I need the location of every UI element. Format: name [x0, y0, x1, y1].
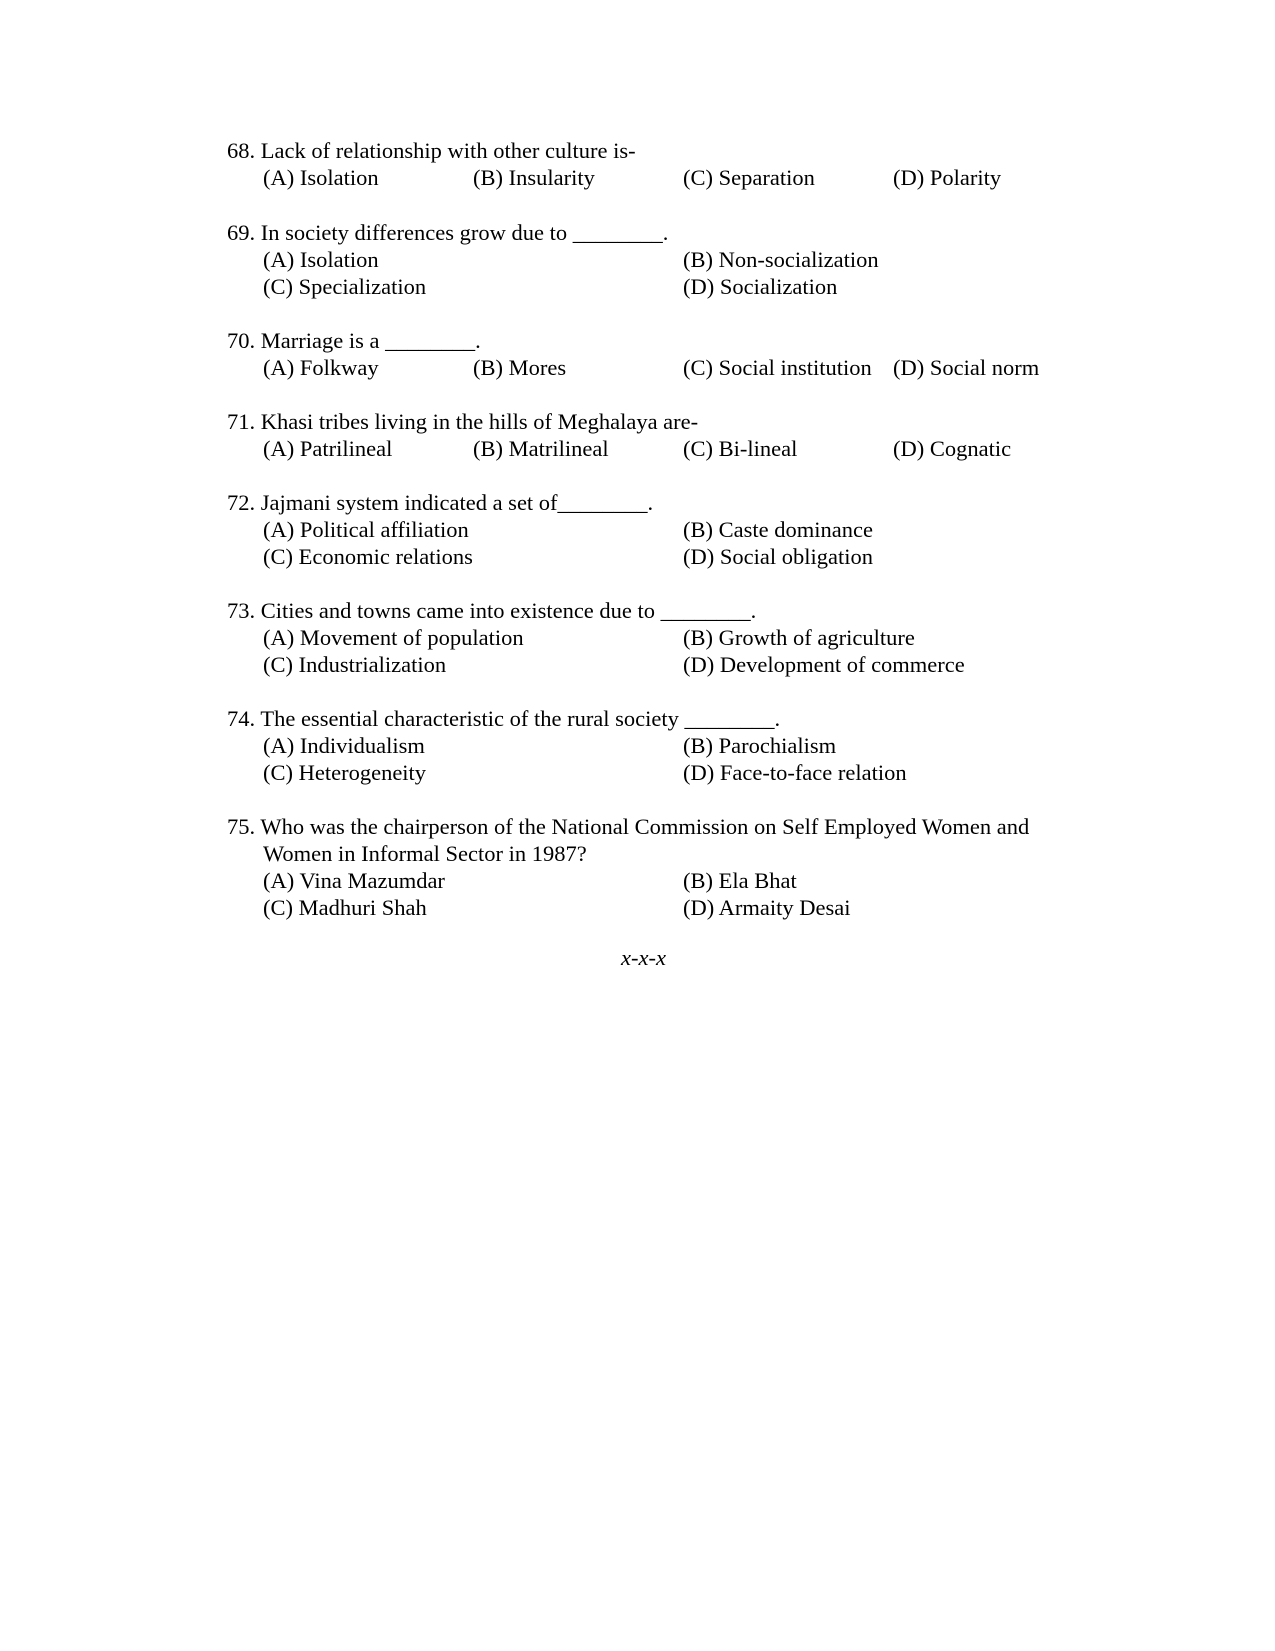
option-c: (C) Specialization: [263, 274, 427, 299]
question-number: 71.: [227, 409, 256, 434]
option-b: (B) Parochialism: [683, 733, 837, 758]
options-row: [227, 354, 1077, 381]
question-text: Who was the chairperson of the National Commission on Self Employed Women and: [260, 814, 1030, 839]
end-mark-text: x-x-x: [621, 945, 666, 970]
option-b: (B) Insularity: [473, 165, 595, 190]
question-number: 68.: [227, 138, 256, 163]
option-c: (C) Madhuri Shah: [263, 895, 427, 920]
question-71: [227, 408, 1077, 462]
option-c: (C) Bi-lineal: [683, 436, 798, 461]
question-text: Lack of relationship with other culture is-: [260, 138, 636, 163]
question-text: Cities and towns came into existence due to ________.: [260, 598, 757, 623]
question-text: Marriage is a ________.: [260, 328, 481, 353]
question-73: [227, 597, 1077, 678]
option-a: (A) Movement of population: [263, 625, 524, 650]
options-row: [227, 435, 1077, 462]
question-number: 69.: [227, 220, 256, 245]
option-a: (A) Isolation: [263, 247, 379, 272]
option-c: (C) Social institution: [683, 355, 872, 380]
option-a: (A) Isolation: [263, 165, 379, 190]
question-number: 74.: [227, 706, 256, 731]
option-d: (D) Face-to-face relation: [683, 760, 907, 785]
question-68: [227, 137, 1077, 191]
end-of-paper-mark: [0, 944, 1275, 971]
option-c: (C) Industrialization: [263, 652, 447, 677]
question-text: Khasi tribes living in the hills of Meghalaya are-: [260, 409, 699, 434]
options-row: [227, 651, 1077, 678]
option-d: (D) Polarity: [893, 165, 1002, 190]
options-row: [227, 246, 1077, 273]
options-row: [227, 543, 1077, 570]
option-d: (D) Social norm: [893, 355, 1040, 380]
question-text-continued: Women in Informal Sector in 1987?: [263, 841, 587, 866]
options-row: [227, 867, 1077, 894]
option-b: (B) Matrilineal: [473, 436, 609, 461]
options-row: [227, 164, 1077, 191]
question-text: The essential characteristic of the rural society ________.: [260, 706, 781, 731]
options-row: [227, 624, 1077, 651]
question-72: [227, 489, 1077, 570]
option-a: (A) Folkway: [263, 355, 379, 380]
option-c: (C) Economic relations: [263, 544, 473, 569]
question-69: [227, 219, 1077, 300]
options-row: [227, 732, 1077, 759]
question-70: [227, 327, 1077, 381]
option-d: (D) Development of commerce: [683, 652, 965, 677]
question-74: [227, 705, 1077, 786]
option-d: (D) Socialization: [683, 274, 838, 299]
option-b: (B) Caste dominance: [683, 517, 873, 542]
option-b: (B) Non-socialization: [683, 247, 879, 272]
question-number: 75.: [227, 814, 256, 839]
option-d: (D) Social obligation: [683, 544, 873, 569]
question-75: [227, 813, 1077, 921]
option-b: (B) Ela Bhat: [683, 868, 797, 893]
option-c: (C) Separation: [683, 165, 815, 190]
question-number: 73.: [227, 598, 256, 623]
option-a: (A) Political affiliation: [263, 517, 469, 542]
option-c: (C) Heterogeneity: [263, 760, 427, 785]
options-row: [227, 273, 1077, 300]
question-number: 72.: [227, 490, 256, 515]
option-a: (A) Individualism: [263, 733, 425, 758]
options-row: [227, 516, 1077, 543]
option-b: (B) Mores: [473, 355, 567, 380]
question-text: Jajmani system indicated a set of________.: [260, 490, 654, 515]
options-row: [227, 759, 1077, 786]
option-d: (D) Cognatic: [893, 436, 1012, 461]
option-d: (D) Armaity Desai: [683, 895, 851, 920]
options-row: [227, 894, 1077, 921]
option-a: (A) Vina Mazumdar: [263, 868, 445, 893]
question-text: In society differences grow due to ________.: [260, 220, 669, 245]
option-a: (A) Patrilineal: [263, 436, 393, 461]
question-number: 70.: [227, 328, 256, 353]
option-b: (B) Growth of agriculture: [683, 625, 915, 650]
